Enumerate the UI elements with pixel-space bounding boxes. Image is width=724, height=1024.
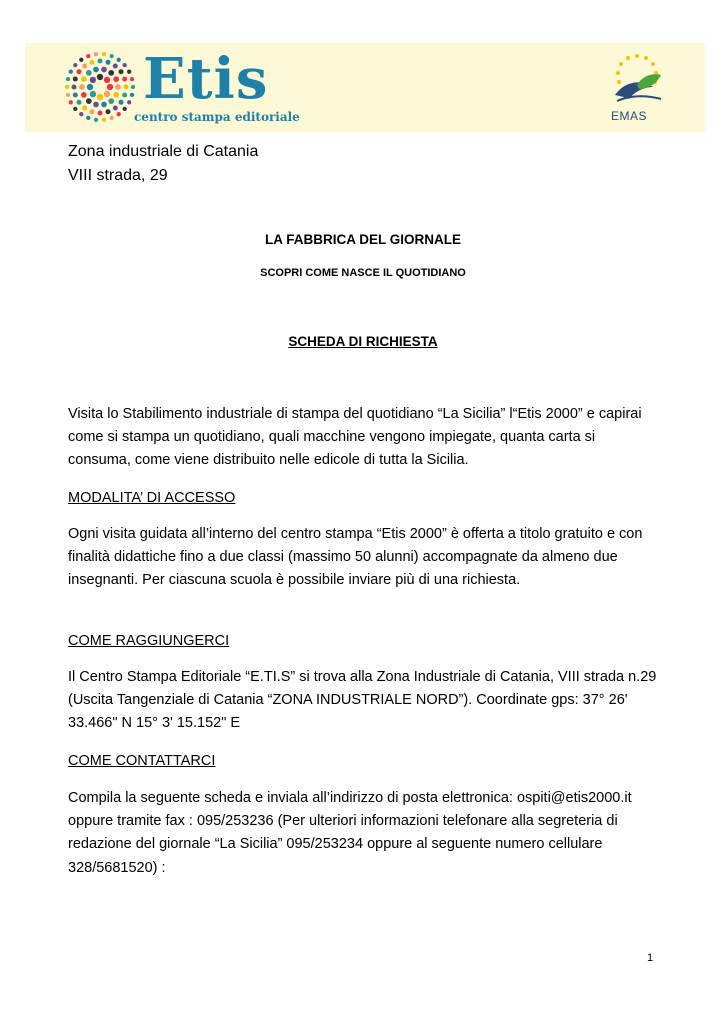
logo-dot [81, 76, 87, 82]
logo-dot [119, 69, 124, 74]
emas-label: EMAS [611, 109, 648, 123]
section-body-access: Ogni visita guidata all’interno del centro stampa “Etis 2000” è offerta a titolo gratuito e con finalità didattiche fino a due classi (massimo 50 alunni) accompagnate da almeno due insegnanti. Per ciascuna scuola è possibile inviare più di una richiesta. [68, 526, 643, 589]
logo-dot [73, 63, 77, 67]
address-line-1: Zona industriale di Catania [68, 143, 259, 160]
logo-dot [65, 85, 69, 89]
logo-dot [119, 100, 124, 105]
logo-dot [127, 70, 131, 74]
section-heading-directions: COME RAGGIUNGERCI [68, 633, 230, 649]
main-title: LA FABBRICA DEL GIORNALE [264, 232, 461, 247]
logo-dot [90, 60, 95, 65]
logo-dot [122, 77, 127, 82]
logo-dot [94, 52, 98, 56]
logo-dot [98, 59, 103, 64]
logo-dot [66, 93, 70, 97]
logo-dot [94, 118, 98, 122]
logo-dot [79, 112, 83, 116]
section-body-directions: Il Centro Stampa Editoriale “E.TI.S” si trova alla Zona Industriale di Catania, VIII strada n.29 (Uscita Tangenziale di Catania “ZONA INDUSTRIALE NORD”). Coordinate gps: 37° 26' 33.466" N 15° 3' 15.152" E [68, 669, 657, 732]
logo-wordmark: Etis [143, 46, 269, 112]
logo-dot [86, 116, 90, 120]
logo-dot [123, 107, 127, 111]
logo-dot [117, 112, 121, 116]
logo-dot [130, 77, 134, 81]
logo-dot [79, 84, 85, 90]
logo-dot [73, 93, 78, 98]
logo-dot [124, 85, 129, 90]
logo-dot [104, 77, 110, 83]
logo-dot [82, 64, 87, 69]
logo-dot [113, 92, 119, 98]
logo-dot [113, 76, 119, 82]
logo-dot [106, 109, 111, 114]
logo-dot [104, 91, 110, 97]
logo-dot [90, 109, 95, 114]
logo-dot [86, 70, 92, 76]
header-band [25, 43, 705, 132]
logo-subtitle: centro stampa editoriale [134, 110, 300, 124]
logo-dot [81, 92, 87, 98]
section-heading-access: MODALITA’ DI ACCESSO [68, 490, 236, 506]
logo-dot [79, 58, 83, 62]
etis-dots-logo-icon [65, 51, 135, 123]
logo-dot [66, 77, 70, 81]
logo-dot [73, 77, 78, 82]
logo-dot [90, 77, 96, 83]
section-body-contacts: Compila la seguente scheda e inviala all’indirizzo di posta elettronica: ospiti@etis2000.it oppure tramite fax : 095/253236 (Per ulteriori informazioni telefonare alla segreteria di redazione del giornale “La Sicilia” 095/253234 oppure al seguente numero cellulare 328/5681520) : [68, 790, 632, 876]
logo-dot [98, 111, 103, 116]
logo-dot [97, 94, 103, 100]
logo-dot [69, 100, 73, 104]
logo-dot [86, 54, 90, 58]
subtitle: SCOPRI COME NASCE IL QUOTIDIANO [260, 267, 466, 279]
logo-dot [108, 98, 114, 104]
logo-dot [130, 93, 134, 97]
logo-dot [93, 67, 99, 73]
intro-paragraph: Visita lo Stabilimento industriale di stampa del quotidiano “La Sicilia” l“Etis 2000” e capirai come si stampa un quotidiano, quali macchine vengono impiegate, quanta carta si consuma, come viene distribuito nelle edicole di tutta la Sicilia. [68, 406, 642, 469]
section-heading-contacts: COME CONTATTARCI [68, 753, 216, 769]
logo-dot [93, 102, 99, 108]
logo-dot [131, 85, 135, 89]
address [68, 140, 658, 188]
logo-dot [77, 100, 82, 105]
logo-dot [110, 116, 114, 120]
emas-leaf-stars-icon [607, 51, 667, 107]
logo-dot [72, 85, 77, 90]
logo-dot [86, 98, 92, 104]
logo-dot [102, 52, 106, 56]
logo-dot [97, 74, 103, 80]
logo-dot [69, 70, 73, 74]
logo-dot [110, 54, 114, 58]
page-number: 1 [647, 952, 654, 964]
form-title: SCHEDA DI RICHIESTA [288, 334, 438, 349]
logo-dot [117, 58, 121, 62]
logo-dot [106, 60, 111, 65]
logo-dot [101, 67, 107, 73]
logo-dot [82, 106, 87, 111]
logo-dot [77, 69, 82, 74]
logo-dot [122, 93, 127, 98]
logo-dot [90, 91, 96, 97]
logo-dot [102, 118, 106, 122]
logo-dot [108, 70, 114, 76]
logo-dot [73, 107, 77, 111]
logo-dot [123, 63, 127, 67]
logo-dot [113, 106, 118, 111]
logo-dot [101, 102, 107, 108]
logo-dot [113, 64, 118, 69]
logo-dot [115, 84, 121, 90]
logo-dot [107, 84, 113, 90]
address-line-2: VIII strada, 29 [68, 167, 168, 184]
logo-dot [87, 84, 93, 90]
logo-dot [127, 100, 131, 104]
